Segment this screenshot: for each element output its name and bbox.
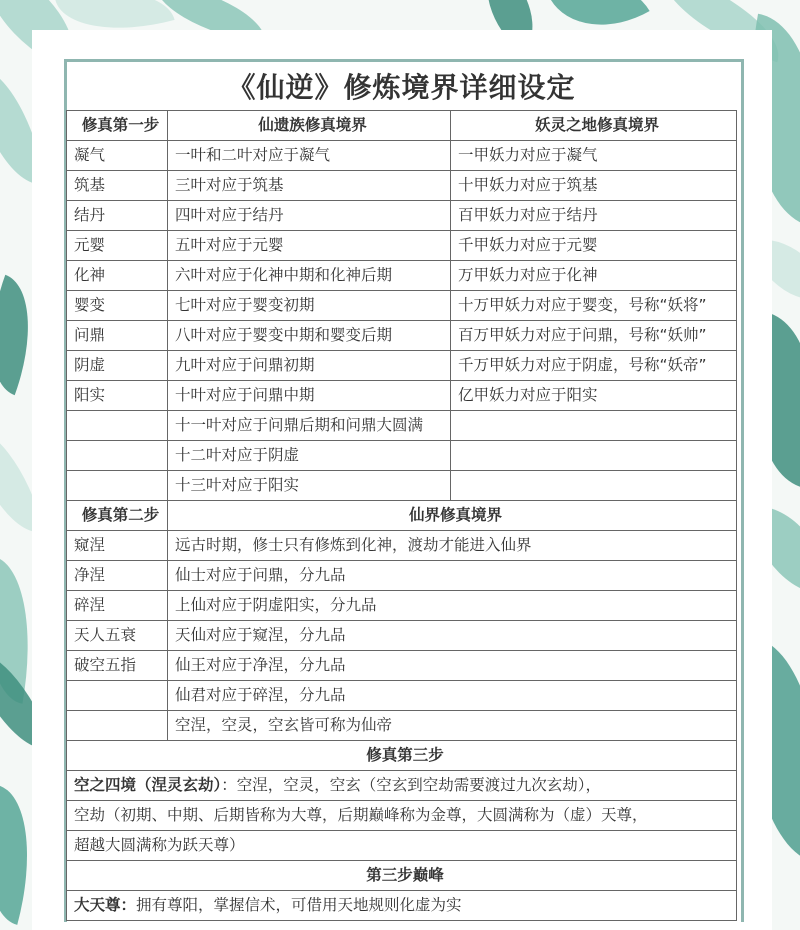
- step3-text-row: [67, 801, 737, 831]
- realm-cell: 筑基: [67, 171, 168, 201]
- yaoling-cell: 十甲妖力对应于筑基: [451, 171, 737, 201]
- xianyi-cell: 十叶对应于问鼎中期: [168, 381, 451, 411]
- step2-header-row: [67, 501, 737, 531]
- table-row: [67, 381, 737, 411]
- xianjie-cell: 远古时期，修士只有修炼到化神，渡劫才能进入仙界: [168, 531, 737, 561]
- realm-cell: [67, 681, 168, 711]
- peak-line: [67, 891, 737, 921]
- realm-cell: 结丹: [67, 201, 168, 231]
- step3-bold-label: 空之四境（涅灵玄劫）: [74, 776, 222, 794]
- table-row: [67, 621, 737, 651]
- table-row: [67, 171, 737, 201]
- step3-line-1: [67, 771, 737, 801]
- yaoling-cell: 十万甲妖力对应于婴变，号称“妖将”: [451, 291, 737, 321]
- xianyi-cell: 十三叶对应于阳实: [168, 471, 451, 501]
- step2-header-stage: 修真第二步: [67, 501, 168, 531]
- xianyi-cell: 一叶和二叶对应于凝气: [168, 141, 451, 171]
- table-row: [67, 561, 737, 591]
- table-row: [67, 681, 737, 711]
- realm-cell: [67, 441, 168, 471]
- step3-line-1-text: ：空涅，空灵，空玄（空玄到空劫需要渡过九次玄劫），: [221, 776, 602, 794]
- realm-cell: 元婴: [67, 231, 168, 261]
- step3-line-3: 超越大圆满称为跃天尊）: [67, 831, 737, 861]
- xianyi-cell: 三叶对应于筑基: [168, 171, 451, 201]
- table-row: [67, 531, 737, 561]
- step1-header-yaoling: 妖灵之地修真境界: [451, 111, 737, 141]
- table-row: [67, 201, 737, 231]
- xianjie-cell: 上仙对应于阴虚阳实，分九品: [168, 591, 737, 621]
- step2-header-xianjie: 仙界修真境界: [168, 501, 737, 531]
- realm-cell: 阳实: [67, 381, 168, 411]
- xianjie-cell: 仙君对应于碎涅，分九品: [168, 681, 737, 711]
- realm-cell: 净涅: [67, 561, 168, 591]
- table-row: [67, 651, 737, 681]
- table-row: [67, 591, 737, 621]
- xianjie-cell: 空涅，空灵，空玄皆可称为仙帝: [168, 711, 737, 741]
- page-title: 《仙逆》修炼境界详细设定: [227, 71, 576, 104]
- realm-cell: 凝气: [67, 141, 168, 171]
- realm-cell: 婴变: [67, 291, 168, 321]
- xianjie-cell: 仙王对应于净涅，分九品: [168, 651, 737, 681]
- step1-header-stage: 修真第一步: [67, 111, 168, 141]
- peak-header: 第三步巅峰: [67, 861, 737, 891]
- peak-text-row: [67, 891, 737, 921]
- yaoling-cell: [451, 411, 737, 441]
- xianyi-cell: 十一叶对应于问鼎后期和问鼎大圆满: [168, 411, 451, 441]
- realm-cell: 天人五衰: [67, 621, 168, 651]
- peak-bold-label: 大天尊：: [74, 896, 137, 914]
- yaoling-cell: 千万甲妖力对应于阴虚，号称“妖帝”: [451, 351, 737, 381]
- xianyi-cell: 八叶对应于婴变中期和婴变后期: [168, 321, 451, 351]
- step3-text-row: [67, 771, 737, 801]
- realm-cell: [67, 411, 168, 441]
- table-row: [67, 711, 737, 741]
- realm-cell: 阴虚: [67, 351, 168, 381]
- xianyi-cell: 五叶对应于元婴: [168, 231, 451, 261]
- step3-header: 修真第三步: [67, 741, 737, 771]
- xianjie-cell: 天仙对应于窥涅，分九品: [168, 621, 737, 651]
- table-row: [67, 441, 737, 471]
- realm-cell: 破空五指: [67, 651, 168, 681]
- table-row: [67, 351, 737, 381]
- realm-cell: 问鼎: [67, 321, 168, 351]
- step1-header-row: [67, 111, 737, 141]
- realm-cell: 窥涅: [67, 531, 168, 561]
- xianyi-cell: 六叶对应于化神中期和化神后期: [168, 261, 451, 291]
- yaoling-cell: 一甲妖力对应于凝气: [451, 141, 737, 171]
- yaoling-cell: 千甲妖力对应于元婴: [451, 231, 737, 261]
- realm-cell: 碎涅: [67, 591, 168, 621]
- table-row: [67, 141, 737, 171]
- yaoling-cell: 万甲妖力对应于化神: [451, 261, 737, 291]
- xianyi-cell: 七叶对应于婴变初期: [168, 291, 451, 321]
- table-row: [67, 291, 737, 321]
- step1-header-xianyi: 仙遗族修真境界: [168, 111, 451, 141]
- xianyi-cell: 九叶对应于问鼎初期: [168, 351, 451, 381]
- step3-line-2: 空劫（初期、中期、后期皆称为大尊，后期巅峰称为金尊，大圆满称为（虚）天尊，: [67, 801, 737, 831]
- realm-cell: 化神: [67, 261, 168, 291]
- table-row: [67, 321, 737, 351]
- yaoling-cell: [451, 471, 737, 501]
- step3-text-row: [67, 831, 737, 861]
- yaoling-cell: [451, 441, 737, 471]
- xianyi-cell: 四叶对应于结丹: [168, 201, 451, 231]
- table-row: [67, 411, 737, 441]
- xianyi-cell: 十二叶对应于阴虚: [168, 441, 451, 471]
- yaoling-cell: 百甲妖力对应于结丹: [451, 201, 737, 231]
- realm-cell: [67, 471, 168, 501]
- peak-line-text: 拥有尊阳，掌握信术，可借用天地规则化虚为实: [136, 896, 462, 914]
- table-row: [67, 261, 737, 291]
- yaoling-cell: 百万甲妖力对应于问鼎，号称“妖帅”: [451, 321, 737, 351]
- yaoling-cell: 亿甲妖力对应于阳实: [451, 381, 737, 411]
- peak-header-row: [67, 861, 737, 891]
- step3-header-row: [67, 741, 737, 771]
- realm-cell: [67, 711, 168, 741]
- xianjie-cell: 仙士对应于问鼎，分九品: [168, 561, 737, 591]
- cultivation-table: [66, 110, 737, 921]
- table-row: [67, 471, 737, 501]
- table-row: [67, 231, 737, 261]
